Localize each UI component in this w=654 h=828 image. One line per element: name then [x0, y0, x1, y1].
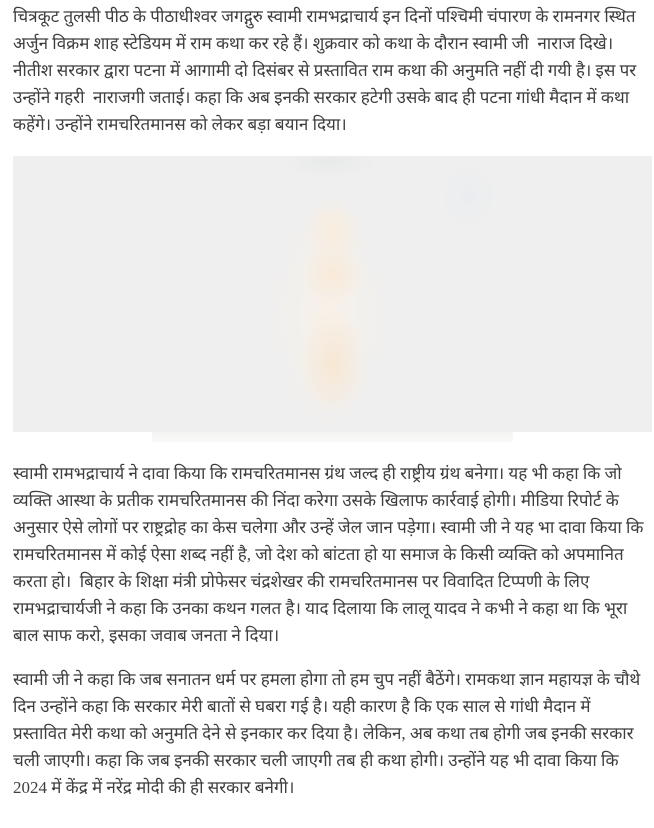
image-caption-strip — [152, 432, 513, 442]
blurred-image — [13, 156, 652, 432]
article-paragraph-1: चित्रकूट तुलसी पीठ के पीठाधीश्वर जगद्गुरु स्वामी रामभद्राचार्य इन दिनों पश्चिमी चंपारण के रामनगर स्थित अर्जुन विक्रम शाह स्टेडियम में राम कथा कर रहे हैं। शुक्रवार को कथा के दौरान स्वामी जी नाराज दिखे। नीतीश सरकार द्वारा पटना में आगामी दो दिसंबर से प्रस्तावित राम कथा की अनुमति नहीं दी गयी है। इस पर उन्होंने गहरी नाराजगी जताई। कहा कि अब इनकी सरकार हटेगी उसके बाद ही पटना गांधी मैदान में कथा कहेंगे। उन्होंने रामचरितमानस को लेकर बड़ा बयान दिया। — [13, 7, 641, 134]
article-image-placeholder — [13, 156, 652, 442]
article-paragraph-2: स्वामी रामभद्राचार्य ने दावा किया कि रामचरितमानस ग्रंथ जल्द ही राष्ट्रीय ग्रंथ बनेगा। यह भी कहा कि जो व्यक्ति आस्था के प्रतीक रामचरितमानस की निंदा करेगा उसके खिलाफ कार्रवाई होगी। मीडिया रिपोर्ट के अनुसार ऐसे लोगों पर राष्ट्रद्रोह का केस चलेगा और उन्हें जेल जान पड़ेगा। स्वामी जी ने यह भा दावा किया कि रामचरितमानस में कोई ऐसा शब्द नहीं है, जो देश को बांटता हो या समाज के किसी व्यक्ति को अपमानित करता हो। बिहार के शिक्षा मंत्री प्रोफेसर चंद्रशेखर की रामचरितमानस पर विवादित टिप्पणी के लिए रामभद्राचार्यजी ने कहा कि उनका कथन गलत है। याद दिलाया कि लालू यादव ने कभी ने कहा था कि भूरा बाल साफ करो, इसका जवाब जनता ने दिया। — [13, 464, 648, 645]
article-paragraph-3: स्वामी जी ने कहा कि जब सनातन धर्म पर हमला होगा तो हम चुप नहीं बैठेंगे। रामकथा ज्ञान महायज्ञ के चौथे दिन उन्होंने कहा कि सरकार मेरी बातों से घबरा गई है। यही कारण है कि एक साल से गांधी मैदान में प्रस्तावित मेरी कथा को अनुमति देने से इनकार कर दिया है। लेकिन, अब कथा तब होगी जब इनकी सरकार चली जाएगी। कहा कि जब इनकी सरकार चली जाएगी तब ही कथा होगी। उन्होंने यह भी दावा किया कि 2024 में केंद्र में नरेंद्र मोदी की ही सरकार बनेगी। — [13, 670, 645, 797]
